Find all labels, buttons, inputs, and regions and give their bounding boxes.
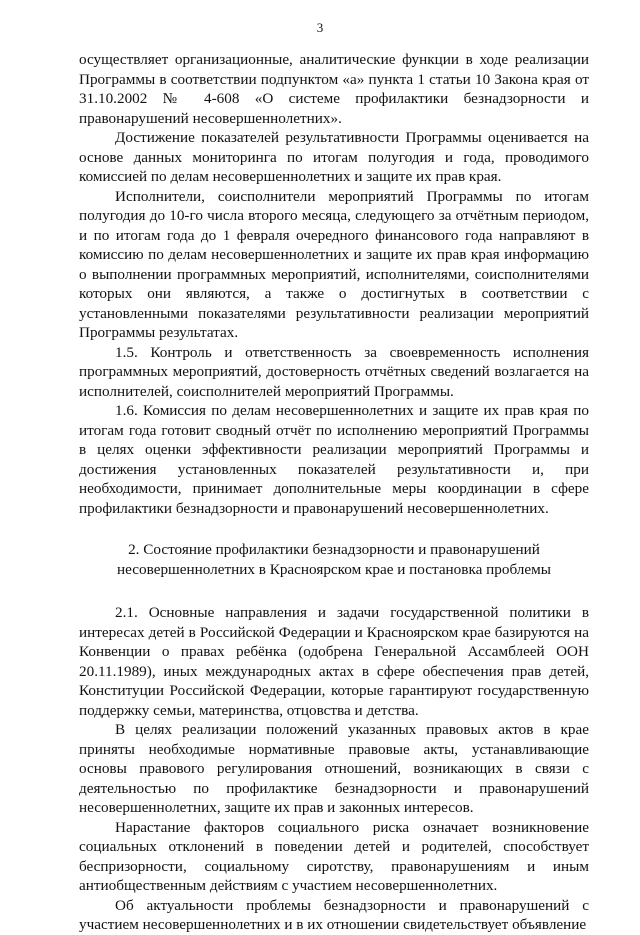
paragraph-1-5-control: 1.5. Контроль и ответственность за своевременность исполнения программных мероприятий, достоверность отчётных сведений возлагается на исполнителей, соисполнителей мероприятий Программы.	[79, 343, 589, 400]
document-body	[79, 50, 589, 935]
paragraph-risk-factors: Нарастание факторов социального риска означает возникновение социальных отклонений в поведении детей и родителей, способствует беспризорности, социальному сиротству, правонарушениям и иным антиобщественным действиям с участием несовершеннолетних.	[79, 818, 589, 894]
paragraph-relevance: Об актуальности проблемы безнадзорности и правонарушений с участием несовершеннолетних и в их отношении свидетельствует объявление	[79, 896, 589, 933]
page-number: 3	[316, 20, 324, 35]
paragraph-1-6-commission: 1.6. Комиссия по делам несовершеннолетних и защите их прав края по итогам года готовит сводный отчёт по исполнению мероприятий Программы в целях оценки эффективности реализации мероприятий Программы и достижения установленных показателей результативности и, при необходимости, принимает дополнительные меры координации в сфере профилактики безнадзорности и правонарушений несовершеннолетних.	[79, 402, 589, 517]
paragraph-2-1-directions: 2.1. Основные направления и задачи государственной политики в интересах детей в Российской Федерации и Красноярском крае базируются на Конвенции о правах ребёнка (одобрена Генеральной Ассамблеей ООН 20.11.1989), иных международных актах в сфере обеспечения прав детей, Конституции Российской Федерации, которые гарантируют государственную поддержку семьи, материнства, отцовства и детства.	[79, 604, 589, 719]
paragraph-continuation: осуществляет организационные, аналитические функции в ходе реализации Программы в соответствии подпунктом «а» пункта 1 статьи 10 Закона края от 31.10.2002 № 4-608 «О системе профилактики безнадзорности и правонарушений несовершеннолетних».	[79, 51, 589, 127]
paragraph-executors-reporting: Исполнители, соисполнители мероприятий Программы по итогам полугодия до 10-го числа второго месяца, следующего за отчётным периодом, и по итогам года до 1 февраля очередного финансового года направляют в комиссию по делам несовершеннолетних и защите их прав края информацию о выполнении программных мероприятий, исполнителями, соисполнителями которых они являются, а также о достигнутых в соответствии с установленными показателями результативности реализации мероприятий Программы результатах.	[79, 187, 589, 341]
paragraph-legal-acts: В целях реализации положений указанных правовых актов в крае приняты необходимые нормативные правовые акты, устанавливающие основы правового регулирования отношений, возникающих в связи с деятельностью по профилактике безнадзорности и правонарушений несовершеннолетних, защите их прав и законных интересов.	[79, 721, 589, 816]
paragraph-performance-assessment: Достижение показателей результативности Программы оценивается на основе данных мониторинга по итогам полугодия и года, проводимого комиссией по делам несовершеннолетних и защите их прав края.	[79, 129, 589, 185]
section-heading: 2. Состояние профилактики безнадзорности и правонарушений несовершеннолетних в Красноярском крае и постановка проблемы	[117, 541, 551, 578]
